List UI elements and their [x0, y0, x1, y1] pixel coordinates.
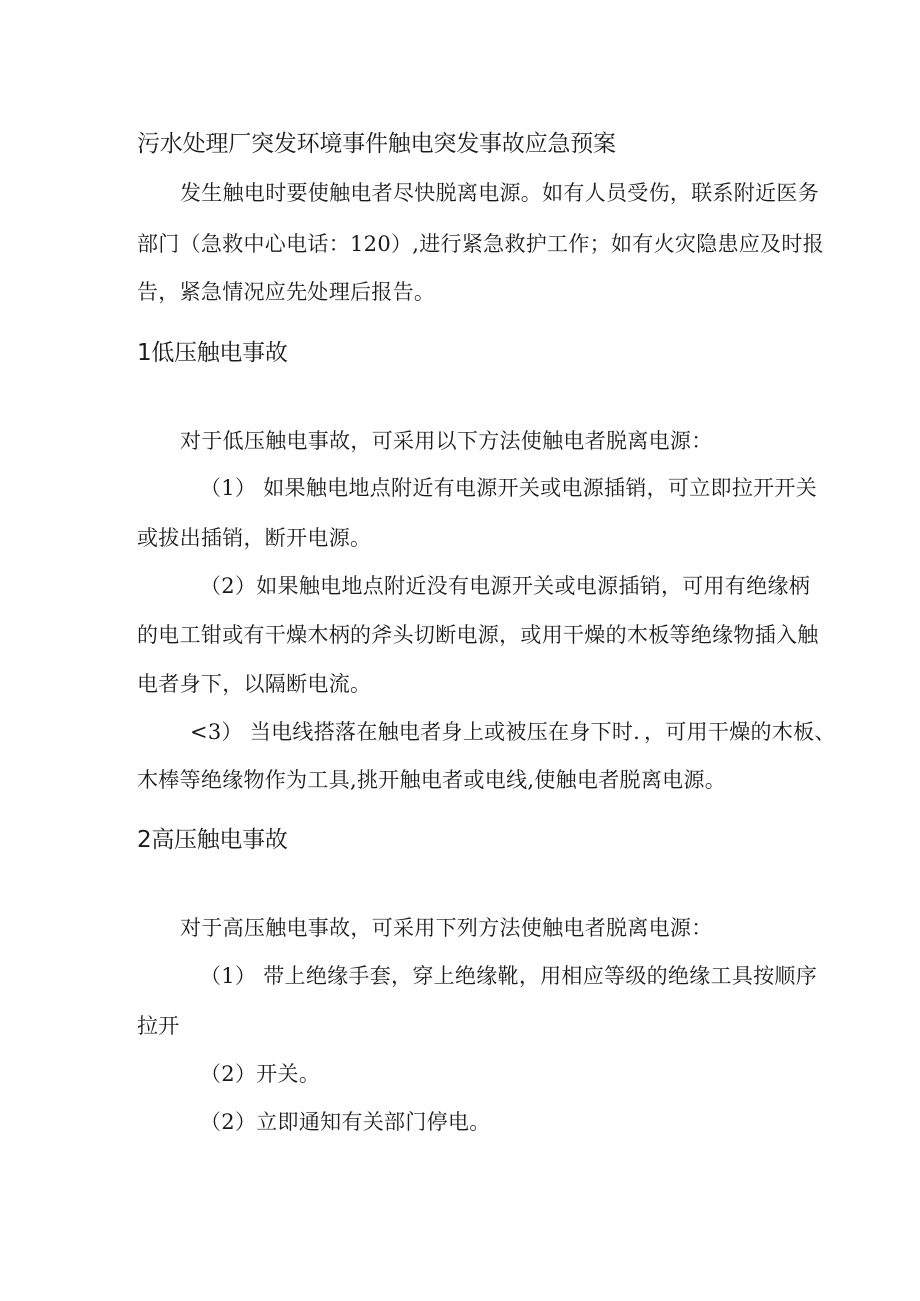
section-lead: 对于高压触电事故，可采用下列方法使触电者脱离电源： [180, 916, 713, 940]
section-heading-low-voltage: 1低压触电事故 [137, 340, 288, 366]
section-heading-high-voltage: 2高压触电事故 [137, 827, 288, 853]
list-item-line: （2）开关。 [200, 1062, 321, 1086]
list-item-line: 木棒等绝缘物作为工具,挑开触电者或电线,使触电者脱离电源。 [137, 768, 727, 792]
list-item-line: （1） 如果触电地点附近有电源开关或电源插销，可立即拉开开关 [200, 476, 818, 500]
list-item-line: （2）如果触电地点附近没有电源开关或电源插销，可用有绝缘柄 [200, 574, 811, 598]
list-item-line: 拉开 [137, 1014, 180, 1038]
list-item-line: （2）立即通知有关部门停电。 [200, 1110, 491, 1134]
section-lead: 对于低压触电事故，可采用以下方法使触电者脱离电源： [180, 429, 713, 453]
list-item-line: 的电工钳或有干燥木柄的斧头切断电源，或用干燥的木板等绝缘物插入触 [137, 623, 819, 647]
document-title: 污水处理厂突发环境事件触电突发事故应急预案 [137, 131, 616, 157]
list-item-line: （1） 带上绝缘手套，穿上绝缘靴，用相应等级的绝缘工具按顺序 [200, 964, 818, 988]
list-item-line: <3） 当电线搭落在触电者身上或被压在身下时．，可用干燥的木板、 [190, 720, 836, 744]
intro-line: 告，紧急情况应先处理后报告。 [137, 280, 436, 304]
intro-line: 部门（急救中心电话：120）,进行紧急救护工作；如有火灾隐患应及时报 [137, 232, 824, 256]
intro-line: 发生触电时要使触电者尽快脱离电源。如有人员受伤，联系附近医务 [180, 181, 819, 205]
list-item-line: 或拔出插销，断开电源。 [137, 526, 372, 550]
list-item-line: 电者身下，以隔断电流。 [137, 672, 372, 696]
